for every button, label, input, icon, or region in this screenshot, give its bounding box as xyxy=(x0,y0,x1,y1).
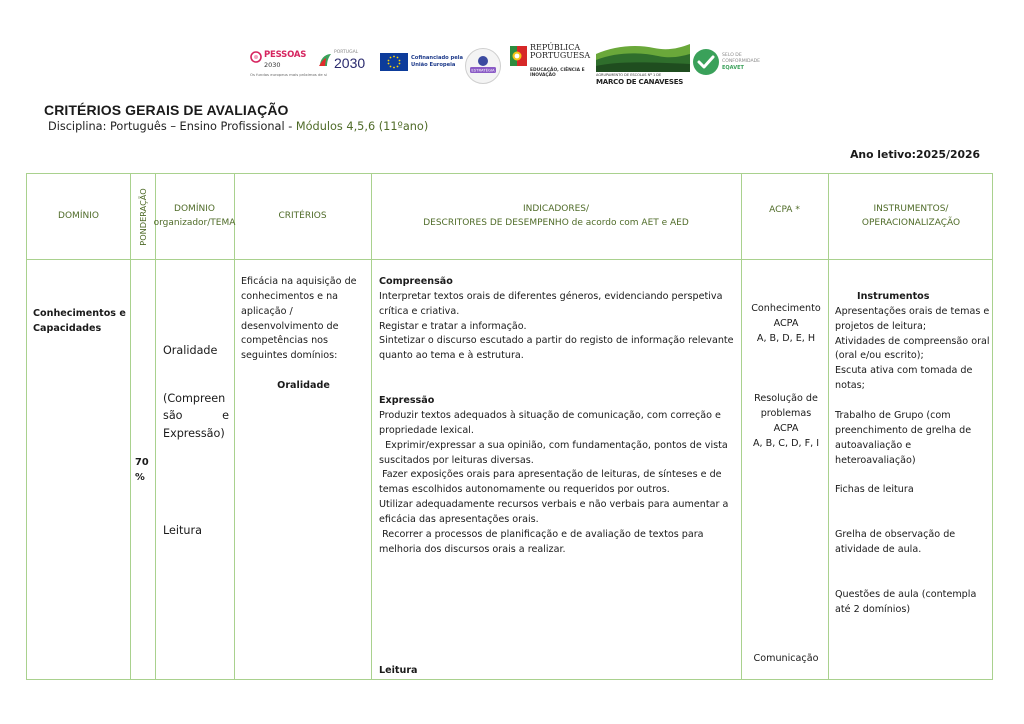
eqavet-caption-line2: CONFORMIDADE xyxy=(722,58,761,64)
acpa-line: Resolução de xyxy=(754,393,818,404)
agrupamento-logo-line1: AGRUPAMENTO DE ESCOLAS Nº 1 DE xyxy=(596,73,662,77)
instrument-item: Trabalho de Grupo (com preenchimento de grelha de autoavaliação e heteroavaliação) xyxy=(835,410,972,466)
eu-flag-icon xyxy=(380,53,408,71)
header-indicadores-line1: INDICADORES/ xyxy=(522,204,590,215)
header-dominio-organizador: DOMÍNIO organizador/TEMA xyxy=(153,204,236,228)
instrument-item: Escuta ativa com tomada de notas; xyxy=(835,365,973,392)
portugal-2030-mark-icon xyxy=(318,52,333,68)
spacer xyxy=(835,558,991,588)
pessoas-logo-tagline: Os fundos europeus mais próximos de si xyxy=(250,72,327,77)
acpa-comunicacao: Comunicação xyxy=(753,653,819,664)
tema-subline-3: Expressão) xyxy=(163,426,225,440)
pessoas-logo-text: PESSOAS xyxy=(264,50,307,60)
tema-leitura: Leitura xyxy=(163,524,202,537)
estrategia-seal-text: ESTRATÉGIA xyxy=(471,67,495,73)
descriptor: Exprimir/expressar a sua opinião, com fundamentação, pontos de vista suscitados por leituras diversas. xyxy=(379,439,731,466)
header-ponderacao xyxy=(130,174,155,259)
instrument-item: Questões de aula (contempla até 2 domínios) xyxy=(835,589,977,615)
ponderacao-percent: % xyxy=(135,471,145,483)
acpa-resolucao xyxy=(743,392,829,451)
tema-subline-2 xyxy=(163,407,229,424)
header-instrumentos-line1: INSTRUMENTOS/ xyxy=(873,204,949,215)
descriptor: Fazer exposições orais para apresentação de leituras, de sínteses e de temas escolhidos autonomamente ou requeridos por outros. xyxy=(379,469,725,496)
republica-portuguesa-logo xyxy=(510,44,594,84)
criterios-dominio: Oralidade xyxy=(277,380,330,391)
spacer xyxy=(835,498,991,528)
school-year: Ano letivo:2025/2026 xyxy=(850,148,980,161)
header-indicadores xyxy=(371,174,741,259)
eqavet-logo-caption xyxy=(722,53,760,64)
instrument-item: Atividades de compreensão oral (oral e/ou escrito); xyxy=(835,335,990,362)
pessoas-logo-year: 2030 xyxy=(264,61,281,69)
compreensao-heading: Compreensão xyxy=(379,276,453,287)
eqavet-logo-name: EQAVET xyxy=(722,65,744,71)
eu-cofinanced-logo xyxy=(380,52,464,74)
ministry-logo-text: EDUCAÇÃO, CIÊNCIA E INOVAÇÃO xyxy=(530,68,585,79)
header-ponderacao-text: PONDERAÇÃO xyxy=(137,187,148,246)
instrument-item: Apresentações orais de temas e projetos de leitura; xyxy=(835,305,990,332)
eqavet-caption-line1: SELO DE xyxy=(722,53,742,58)
tema-compreensao-expressao xyxy=(163,390,229,442)
descriptor: Utilizar adequadamente recursos verbais e não verbais para aumentar a eficácia das apresentações orais. xyxy=(379,499,729,526)
header-dominio: DOMÍNIO xyxy=(58,210,99,221)
descriptor: Sintetizar o discurso escutado a partir do registo de informação relevante quanto ao tema e à estrutura. xyxy=(379,335,734,362)
pessoas-mark-icon xyxy=(250,51,262,63)
instrument-item: Grelha de observação de atividade de aula. xyxy=(835,529,956,556)
instrumentos-cell xyxy=(835,290,991,618)
agrupamento-landscape-icon xyxy=(596,42,690,72)
logo-strip xyxy=(250,42,770,88)
table-header-divider xyxy=(27,259,992,260)
republica-shield-icon xyxy=(510,46,527,66)
subtitle-modules: Módulos 4,5,6 (11ºano) xyxy=(295,120,429,133)
descriptor: Produzir textos adequados à situação de comunicação, com correção e propriedade lexical. xyxy=(379,410,721,436)
ponderacao-value xyxy=(135,456,153,485)
criteria-table xyxy=(26,173,993,680)
agrupamento-logo-line2: MARCO DE CANAVESES xyxy=(596,78,684,86)
document-subtitle xyxy=(48,120,428,133)
document-title: CRITÉRIOS GERAIS DE AVALIAÇÃO xyxy=(44,102,289,118)
portugal-2030-text: 2030 xyxy=(334,55,366,71)
tema-subline-2b: e xyxy=(222,409,229,423)
leitura-heading: Leitura xyxy=(379,665,418,676)
instrument-item: Fichas de leitura xyxy=(835,484,914,496)
pessoas-2030-logo xyxy=(250,50,327,80)
portugal-2030-logo xyxy=(318,50,368,76)
header-indicadores-line2: DESCRITORES DE DESEMPENHO de acordo com AET e AED xyxy=(423,217,689,228)
acpa-line: ACPA xyxy=(773,422,799,434)
acpa-line: A, B, D, E, H xyxy=(756,332,816,344)
descriptor: Recorrer a processos de planificação e de avaliação de textos para melhoria dos discursos orais a realizar. xyxy=(379,528,707,555)
estrategia-seal-logo xyxy=(464,47,502,85)
dominio-cell: Conhecimentos e Capacidades xyxy=(33,308,126,335)
spacer xyxy=(379,364,739,394)
tema-subline-1: (Compreen xyxy=(163,392,226,405)
spacer xyxy=(835,468,991,483)
eqavet-seal-logo xyxy=(692,48,772,82)
subtitle-discipline: Disciplina: Português – Ensino Profissional - xyxy=(48,120,296,133)
acpa-conhecimento xyxy=(743,302,829,347)
republica-logo-text: REPÚBLICA PORTUGUESA xyxy=(530,43,591,61)
agrupamento-logo xyxy=(596,42,690,86)
spacer xyxy=(835,394,991,409)
header-criterios: CRITÉRIOS xyxy=(278,210,327,221)
acpa-line: Conhecimento xyxy=(751,303,821,314)
ponderacao-number: 70 xyxy=(135,457,149,468)
header-acpa: ACPA * xyxy=(769,205,800,215)
instrumentos-heading: Instrumentos xyxy=(857,291,930,302)
acpa-line: A, B, C, D, F, I xyxy=(752,437,820,449)
portugal-2030-small-text: PORTUGAL xyxy=(334,50,359,55)
acpa-line: ACPA xyxy=(773,317,799,329)
expressao-heading: Expressão xyxy=(379,395,435,407)
criterios-text: Eficácia na aquisição de conhecimentos e na aplicação / desenvolvimento de competências nos seguintes domínios: xyxy=(241,276,357,362)
header-instrumentos-line2: OPERACIONALIZAÇÃO xyxy=(861,217,961,228)
header-instrumentos xyxy=(828,174,994,259)
eqavet-check-icon xyxy=(692,48,720,76)
eu-logo-text: Cofinanciado pela União Europeia xyxy=(411,55,464,68)
descriptor: Interpretar textos orais de diferentes géneros, evidenciando perspetiva crítica e criativa. xyxy=(379,290,723,317)
tema-subline-2a: são xyxy=(163,409,183,423)
tema-oralidade: Oralidade xyxy=(163,344,218,357)
acpa-line: problemas xyxy=(760,407,812,419)
indicadores-cell xyxy=(379,275,739,558)
descriptor: Registar e tratar a informação. xyxy=(379,320,527,332)
